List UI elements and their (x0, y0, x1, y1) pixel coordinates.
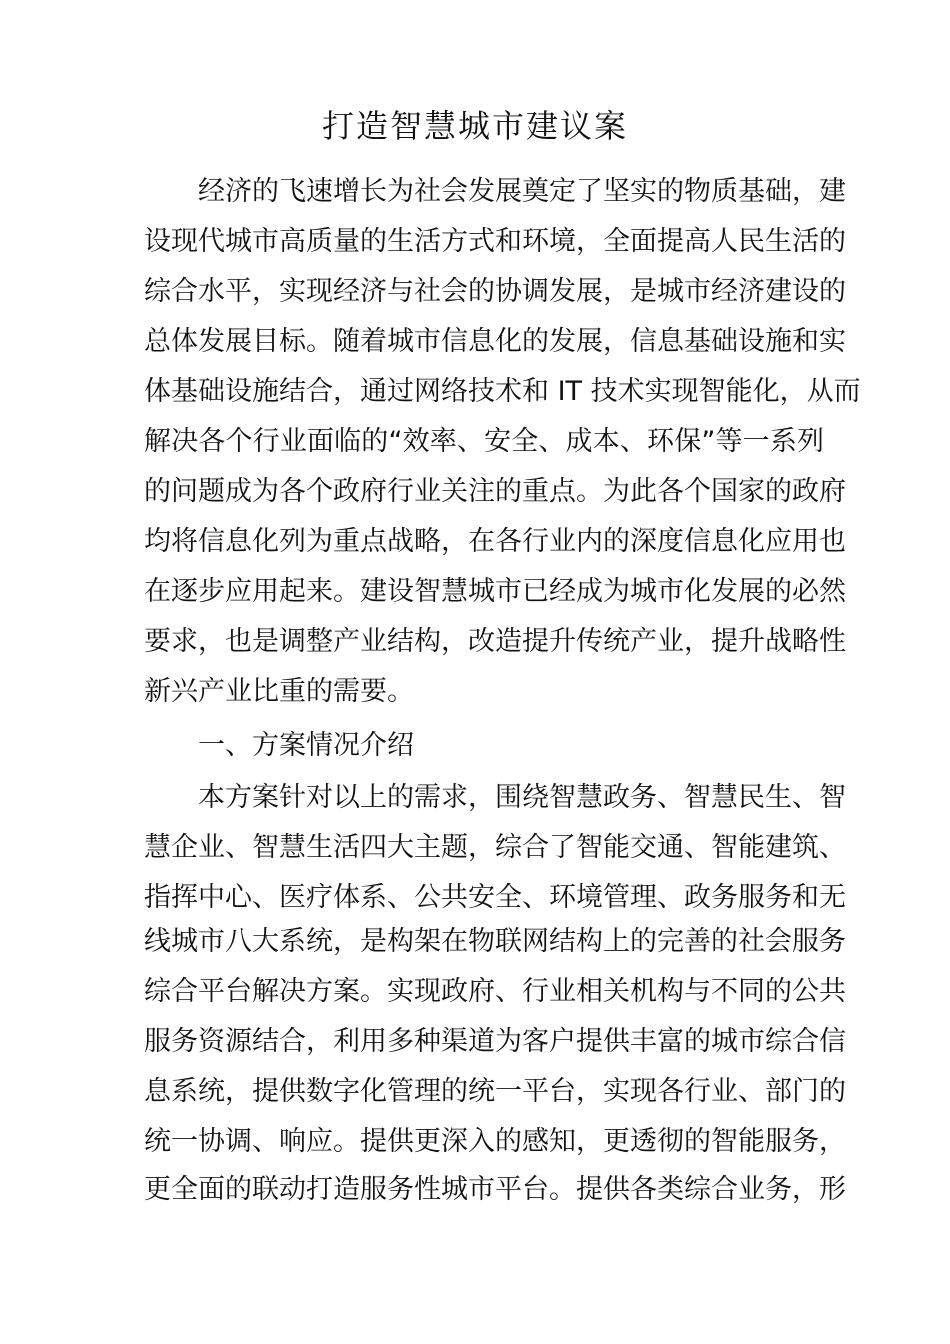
paragraph-2-line-1: 本方案针对以上的需求，围绕智慧政务、智慧民生、智 (144, 782, 846, 813)
section-1-heading: 一、方案情况介绍 (144, 730, 414, 761)
paragraph-2-line-4: 线城市八大系统，是构架在物联网结构上的完善的社会服务 (144, 926, 846, 957)
paragraph-2-line-7: 息系统，提供数字化管理的统一平台，实现各行业、部门的 (144, 1076, 846, 1107)
paragraph-1-line-9: 在逐步应用起来。建设智慧城市已经成为城市化发展的必然 (144, 576, 846, 607)
paragraph-1-line-7: 的问题成为各个政府行业关注的重点。为此各个国家的政府 (144, 476, 846, 507)
document-title: 打造智慧城市建议案 (321, 107, 628, 145)
paragraph-2-line-8: 统一协调、响应。提供更深入的感知，更透彻的智能服务， (144, 1126, 846, 1157)
paragraph-2-line-5: 综合平台解决方案。实现政府、行业相关机构与不同的公共 (144, 976, 846, 1007)
paragraph-1-line-4: 总体发展目标。随着城市信息化的发展，信息基础设施和实 (144, 326, 846, 357)
paragraph-2-line-2: 慧企业、智慧生活四大主题，综合了智能交通、智能建筑、 (144, 832, 846, 863)
paragraph-2-line-9: 更全面的联动打造服务性城市平台。提供各类综合业务，形 (144, 1174, 846, 1205)
paragraph-2-line-6: 服务资源结合，利用多种渠道为客户提供丰富的城市综合信 (144, 1026, 846, 1057)
paragraph-1-line-5: 体基础设施结合，通过网络技术和 IT 技术实现智能化，从而 (144, 376, 861, 407)
paragraph-1-line-8: 均将信息化列为重点战略，在各行业内的深度信息化应用也 (144, 526, 846, 557)
paragraph-1-line-10: 要求，也是调整产业结构，改造提升传统产业，提升战略性 (144, 626, 846, 657)
paragraph-1-line-11: 新兴产业比重的需要。 (144, 676, 414, 707)
paragraph-1-line-6: 解决各个行业面临的“效率、安全、成本、环保”等一系列 (144, 426, 824, 457)
paragraph-1-line-2: 设现代城市高质量的生活方式和环境，全面提高人民生活的 (144, 226, 846, 257)
paragraph-1-line-3: 综合水平，实现经济与社会的协调发展，是城市经济建设的 (144, 276, 846, 307)
paragraph-2-line-3: 指挥中心、医疗体系、公共安全、环境管理、政务服务和无 (144, 882, 846, 913)
paragraph-1-line-1: 经济的飞速增长为社会发展奠定了坚实的物质基础，建 (144, 176, 846, 207)
